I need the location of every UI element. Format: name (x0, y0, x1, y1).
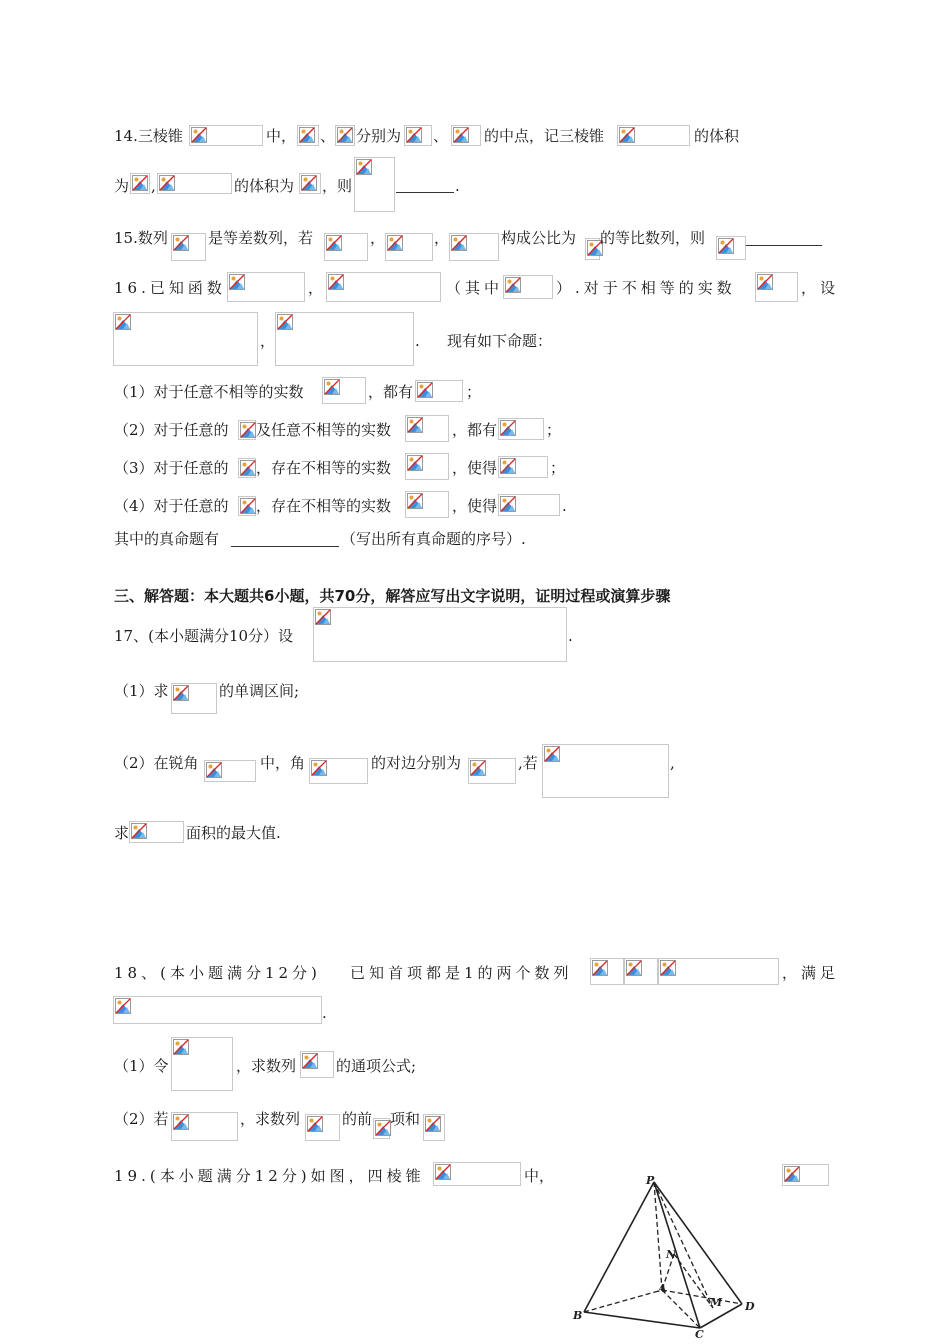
q16-text: ； (466, 383, 482, 401)
q16-text: ； (550, 459, 566, 477)
broken-image-icon (435, 1164, 451, 1180)
formula-image (171, 233, 206, 261)
q15-text: 是等差数列，若 (208, 229, 314, 247)
q17-part-2: （2）在锐角 (114, 754, 199, 772)
broken-image-icon (660, 960, 676, 976)
broken-image-icon (592, 960, 608, 976)
formula-image (433, 1162, 521, 1186)
broken-image-icon (173, 1039, 189, 1055)
broken-image-icon (311, 760, 327, 776)
q19-label: 19.(本小题满分12分)如图，四棱锥 (114, 1167, 425, 1185)
q16-text: ，都有 (368, 383, 414, 401)
q16-text: （其中 (446, 279, 504, 297)
q17-text: 的对边分别为 (371, 754, 462, 772)
formula-image (498, 456, 548, 478)
broken-image-icon (159, 175, 175, 191)
broken-image-icon (757, 274, 773, 290)
q14-text: 的中点，记三棱锥 (484, 127, 605, 145)
q16-text: 及任意不相等的实数 (256, 421, 392, 439)
formula-image (157, 173, 232, 194)
q16-text: ，使得 (452, 497, 498, 515)
formula-image (130, 173, 150, 194)
broken-image-icon (328, 274, 344, 290)
broken-image-icon (191, 127, 207, 143)
broken-image-icon (302, 1053, 318, 1069)
q16-prop-1: （1）对于任意不相等的实数 (114, 383, 304, 401)
formula-image (113, 996, 322, 1024)
q14-text: 、 (320, 127, 336, 145)
q14-text: 中， (266, 127, 297, 145)
figure-label: N (666, 1248, 677, 1261)
broken-image-icon (407, 455, 423, 471)
broken-image-icon (299, 127, 315, 143)
formula-image (326, 272, 441, 302)
broken-image-icon (324, 379, 340, 395)
q16-prop-2: （2）对于任意的 (114, 421, 229, 439)
broken-image-icon (301, 175, 317, 191)
formula-image (171, 1037, 233, 1091)
broken-image-icon (500, 458, 516, 474)
formula-image (423, 1114, 445, 1141)
formula-image (590, 958, 624, 985)
q17-text: , (670, 754, 675, 772)
q16-prop-4: （4）对于任意的 (114, 497, 229, 515)
q17-text: ,若 (518, 754, 538, 772)
q14-text: ，则 (322, 177, 353, 195)
figure-label: A (658, 1282, 667, 1295)
formula-image (238, 420, 256, 440)
formula-image (405, 453, 449, 480)
figure-label: M (710, 1296, 723, 1309)
formula-image (204, 760, 256, 782)
formula-image (299, 173, 321, 194)
broken-image-icon (406, 127, 422, 143)
broken-image-icon (229, 274, 245, 290)
formula-image (498, 494, 560, 516)
q15-text: 的等比数列，则 (600, 229, 706, 247)
formula-image (716, 236, 746, 260)
pyramid-figure (570, 1168, 770, 1340)
formula-image (324, 233, 368, 261)
broken-image-icon (407, 493, 423, 509)
q14-text: 的体积 (694, 127, 740, 145)
formula-image (238, 496, 256, 516)
formula-image (322, 377, 366, 404)
q15-label: 15.数列 (114, 229, 168, 247)
q16-text: . (415, 332, 420, 350)
broken-image-icon (240, 422, 256, 438)
q16-text: ， (308, 279, 324, 297)
q16-answer-prompt: 其中的真命题有 (114, 530, 220, 548)
broken-image-icon (307, 1116, 323, 1132)
formula-image (189, 125, 263, 146)
broken-image-icon (173, 235, 189, 251)
q14-text: 、 (433, 127, 449, 145)
broken-image-icon (315, 609, 331, 625)
broken-image-icon (505, 277, 521, 293)
broken-image-icon (337, 127, 353, 143)
formula-image (405, 491, 449, 518)
q16-text: ，设 (801, 279, 840, 297)
broken-image-icon (619, 127, 635, 143)
broken-image-icon (132, 175, 148, 191)
formula-image (129, 821, 184, 843)
formula-image (227, 272, 305, 302)
broken-image-icon (375, 1120, 391, 1136)
formula-image (658, 958, 779, 985)
broken-image-icon (206, 762, 222, 778)
formula-image (171, 683, 217, 714)
formula-image (335, 125, 355, 146)
broken-image-icon (417, 382, 433, 398)
figure-label: P (646, 1174, 655, 1187)
answer-blank (746, 245, 822, 246)
broken-image-icon (626, 960, 642, 976)
answer-blank (396, 192, 454, 193)
formula-image (275, 312, 414, 366)
formula-image (498, 418, 544, 440)
q18-text: 项和 (390, 1110, 421, 1128)
q19-text: 中， (524, 1167, 555, 1185)
formula-image (468, 758, 516, 784)
broken-image-icon (425, 1116, 441, 1132)
figure-label: D (745, 1300, 755, 1313)
q17-part-1: （1）求 (114, 682, 169, 700)
formula-image (385, 233, 433, 261)
broken-image-icon (240, 460, 256, 476)
broken-image-icon (240, 498, 256, 514)
formula-image (404, 125, 432, 146)
section-heading: 三、解答题：本大题共6小题，共70分，解答应写出文字说明，证明过程或演算步骤 (114, 587, 671, 605)
q16-text: . (562, 497, 567, 515)
formula-image (503, 275, 553, 299)
answer-blank (231, 546, 339, 547)
broken-image-icon (173, 1114, 189, 1130)
broken-image-icon (115, 998, 131, 1014)
q15-text: 构成公比为 (501, 229, 577, 247)
formula-image (542, 744, 669, 798)
q16-text: ， (260, 332, 276, 350)
formula-image (300, 1051, 334, 1078)
q16-prop-3: （3）对于任意的 (114, 459, 229, 477)
q16-text: ）.对于不相等的实数 (556, 279, 736, 297)
formula-image (113, 312, 258, 366)
q16-text: ，存在不相等的实数 (256, 497, 392, 515)
q18-text: ，满足 (782, 964, 840, 982)
q18-text: ，求数列 (236, 1057, 297, 1075)
q17-text: 面积的最大值. (186, 824, 281, 842)
broken-image-icon (356, 159, 372, 175)
q18-part-1: （1）令 (114, 1057, 169, 1075)
broken-image-icon (451, 235, 467, 251)
q17-text: 的单调区间; (219, 682, 300, 700)
q18-text: 的通项公式; (336, 1057, 417, 1075)
formula-image (782, 1164, 829, 1186)
formula-image (171, 1112, 238, 1141)
formula-image (354, 157, 395, 212)
formula-image (415, 380, 463, 402)
formula-image (755, 272, 798, 302)
broken-image-icon (387, 235, 403, 251)
formula-image (624, 958, 658, 985)
q15-text: ， (434, 229, 450, 247)
broken-image-icon (115, 314, 131, 330)
formula-image (585, 238, 600, 260)
q17-part-3: 求 (114, 824, 130, 842)
broken-image-icon (326, 235, 342, 251)
q16-text: ； (546, 421, 562, 439)
q18-text: 的前 (342, 1110, 373, 1128)
q18-text: 已知首项都是1的两个数列 (350, 964, 573, 982)
q16-text: 现有如下命题： (447, 332, 553, 350)
q17-label: 17、(本小题满分10分）设 (114, 627, 294, 645)
formula-image (373, 1118, 390, 1139)
broken-image-icon (718, 238, 734, 254)
q18-part-2: （2）若 (114, 1110, 169, 1128)
broken-image-icon (131, 823, 147, 839)
broken-image-icon (544, 746, 560, 762)
broken-image-icon (500, 496, 516, 512)
q18-text: ，求数列 (240, 1110, 301, 1128)
formula-image (617, 125, 690, 146)
q16-text: ，存在不相等的实数 (256, 459, 392, 477)
q14-text: 的体积为 (234, 177, 295, 195)
figure-label: C (695, 1328, 704, 1340)
figure-label: B (573, 1309, 583, 1322)
q16-text: ，使得 (452, 459, 498, 477)
formula-image (451, 125, 481, 146)
formula-image (238, 458, 256, 478)
q16-label: 16.已知函数 (114, 279, 226, 297)
formula-image (309, 758, 368, 784)
formula-image (297, 125, 319, 146)
broken-image-icon (470, 760, 486, 776)
formula-image (449, 233, 499, 261)
q18-label: 18、(本小题满分12分) (114, 964, 321, 982)
q14-label: 14.三棱锥 (114, 127, 183, 145)
broken-image-icon (277, 314, 293, 330)
q14-text: , (151, 177, 156, 195)
formula-image (313, 607, 567, 662)
broken-image-icon (784, 1166, 800, 1182)
formula-image (305, 1114, 340, 1141)
q15-text: ， (370, 229, 386, 247)
q16-text: ，都有 (452, 421, 498, 439)
q14-text: . (455, 177, 460, 195)
q17-text: . (568, 627, 573, 645)
q14-text: 分别为 (356, 127, 402, 145)
broken-image-icon (453, 127, 469, 143)
broken-image-icon (407, 417, 423, 433)
broken-image-icon (500, 420, 516, 436)
q18-text: . (322, 1004, 327, 1022)
q14-text: 为 (114, 177, 130, 195)
q16-text: （写出所有真命题的序号）. (341, 530, 526, 548)
broken-image-icon (173, 685, 189, 701)
formula-image (405, 415, 449, 442)
q17-text: 中，角 (260, 754, 306, 772)
